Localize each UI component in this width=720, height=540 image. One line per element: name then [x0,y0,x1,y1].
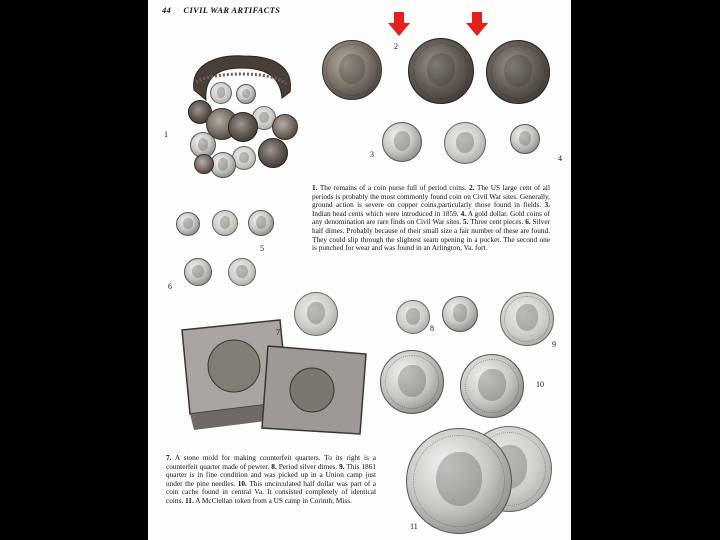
caption-text: This uncirculated half dollar was part of a coin cache found in central Va. It consisted completely of identical coins. [166,478,376,505]
half-dime-coin [228,258,256,286]
caption-text: Indian head cents which were introduced in 1859. [312,208,461,218]
figure-label: 6 [168,282,172,291]
purse-coin [258,138,288,168]
down-arrow-icon [388,12,410,36]
caption-number: 8. [271,461,277,471]
caption-text: A stone mold for making counterfeit quarters. To its right is a counterfeit quarter made of pewter. [166,453,376,471]
figure-label: 3 [370,150,374,159]
caption-number: 5. [463,217,469,227]
caption-number: 6. [525,217,531,227]
figure-label: 1 [164,130,168,139]
figure-label: 4 [558,154,562,163]
counterfeit-quarter-coin [294,292,338,336]
purse-coin [236,84,256,104]
caption-coins [312,184,550,253]
figure-label: 9 [552,340,556,349]
caption-number: 9. [339,461,345,471]
caption-text: The remains of a coin purse full of period coins. [317,183,470,192]
running-title: CIVIL WAR ARTIFACTS [183,5,281,15]
caption-text: This 1861 quarter is in fine condition and was picked up in a Union camp just under the pine needles. [166,461,376,488]
large-cent-coin [486,40,550,104]
page-number: 44 [162,5,172,15]
caption-number: 3. [544,200,550,210]
purse-coin [194,154,214,174]
large-cent-coin [322,40,382,100]
caption-number: 7. [166,453,172,462]
caption-number: 11. [185,495,194,505]
half-dime-coin [184,258,212,286]
purse-coin [228,112,258,142]
purse-coin [210,82,232,104]
caption-text: The US large cent of all periods is probably the most commonly found coin on Civil War sites. Generally, ground action is severe on copper coins,particularly those found in fields. [312,183,550,210]
figure-label: 7 [276,328,280,337]
caption-text: A McClellan token from a US camp in Corinth, Miss. [193,495,352,505]
stone-mold-photo [170,310,380,440]
quarter-coin [500,292,554,346]
indian-head-cent-coin [444,122,486,164]
caption-text: Period silver dimes. [276,461,340,471]
silver-dime-coin [396,300,430,334]
half-dollar-coin [380,350,444,414]
mcclellan-token-coin [406,428,512,534]
figure-label: 5 [260,244,264,253]
silver-dime-coin [442,296,478,332]
figure-label: 8 [430,324,434,333]
caption-number: 10. [237,478,247,488]
three-cent-coin [176,212,200,236]
purse-coin [272,114,298,140]
caption-number: 1. [312,183,318,192]
large-cent-coin [408,38,474,104]
caption-text: Silver half dimes. Probably because of their small size a fair number of these are found. They could slip through the slightest seam opening in a pocket. The second one is punched for wear and was found in an Arlington, Va. fort. [312,217,550,253]
caption-counterfeit [166,454,376,506]
three-cent-coin [248,210,274,236]
figure-label: 11 [410,522,418,531]
caption-number: 4. [460,208,467,218]
three-cent-coin [212,210,238,236]
caption-number: 2. [469,183,475,192]
book-page [148,0,571,540]
running-header [162,5,280,15]
caption-text: A gold dollar. Gold coins of any denomination are rare finds on Civil War sites. [312,208,550,227]
figure-label: 10 [536,380,544,389]
down-arrow-icon [466,12,488,36]
half-dollar-coin [460,354,524,418]
figure-label: 2 [394,42,398,51]
indian-head-cent-coin [382,122,422,162]
caption-text: Three cent pieces. [468,217,526,227]
gold-dollar-coin [510,124,540,154]
